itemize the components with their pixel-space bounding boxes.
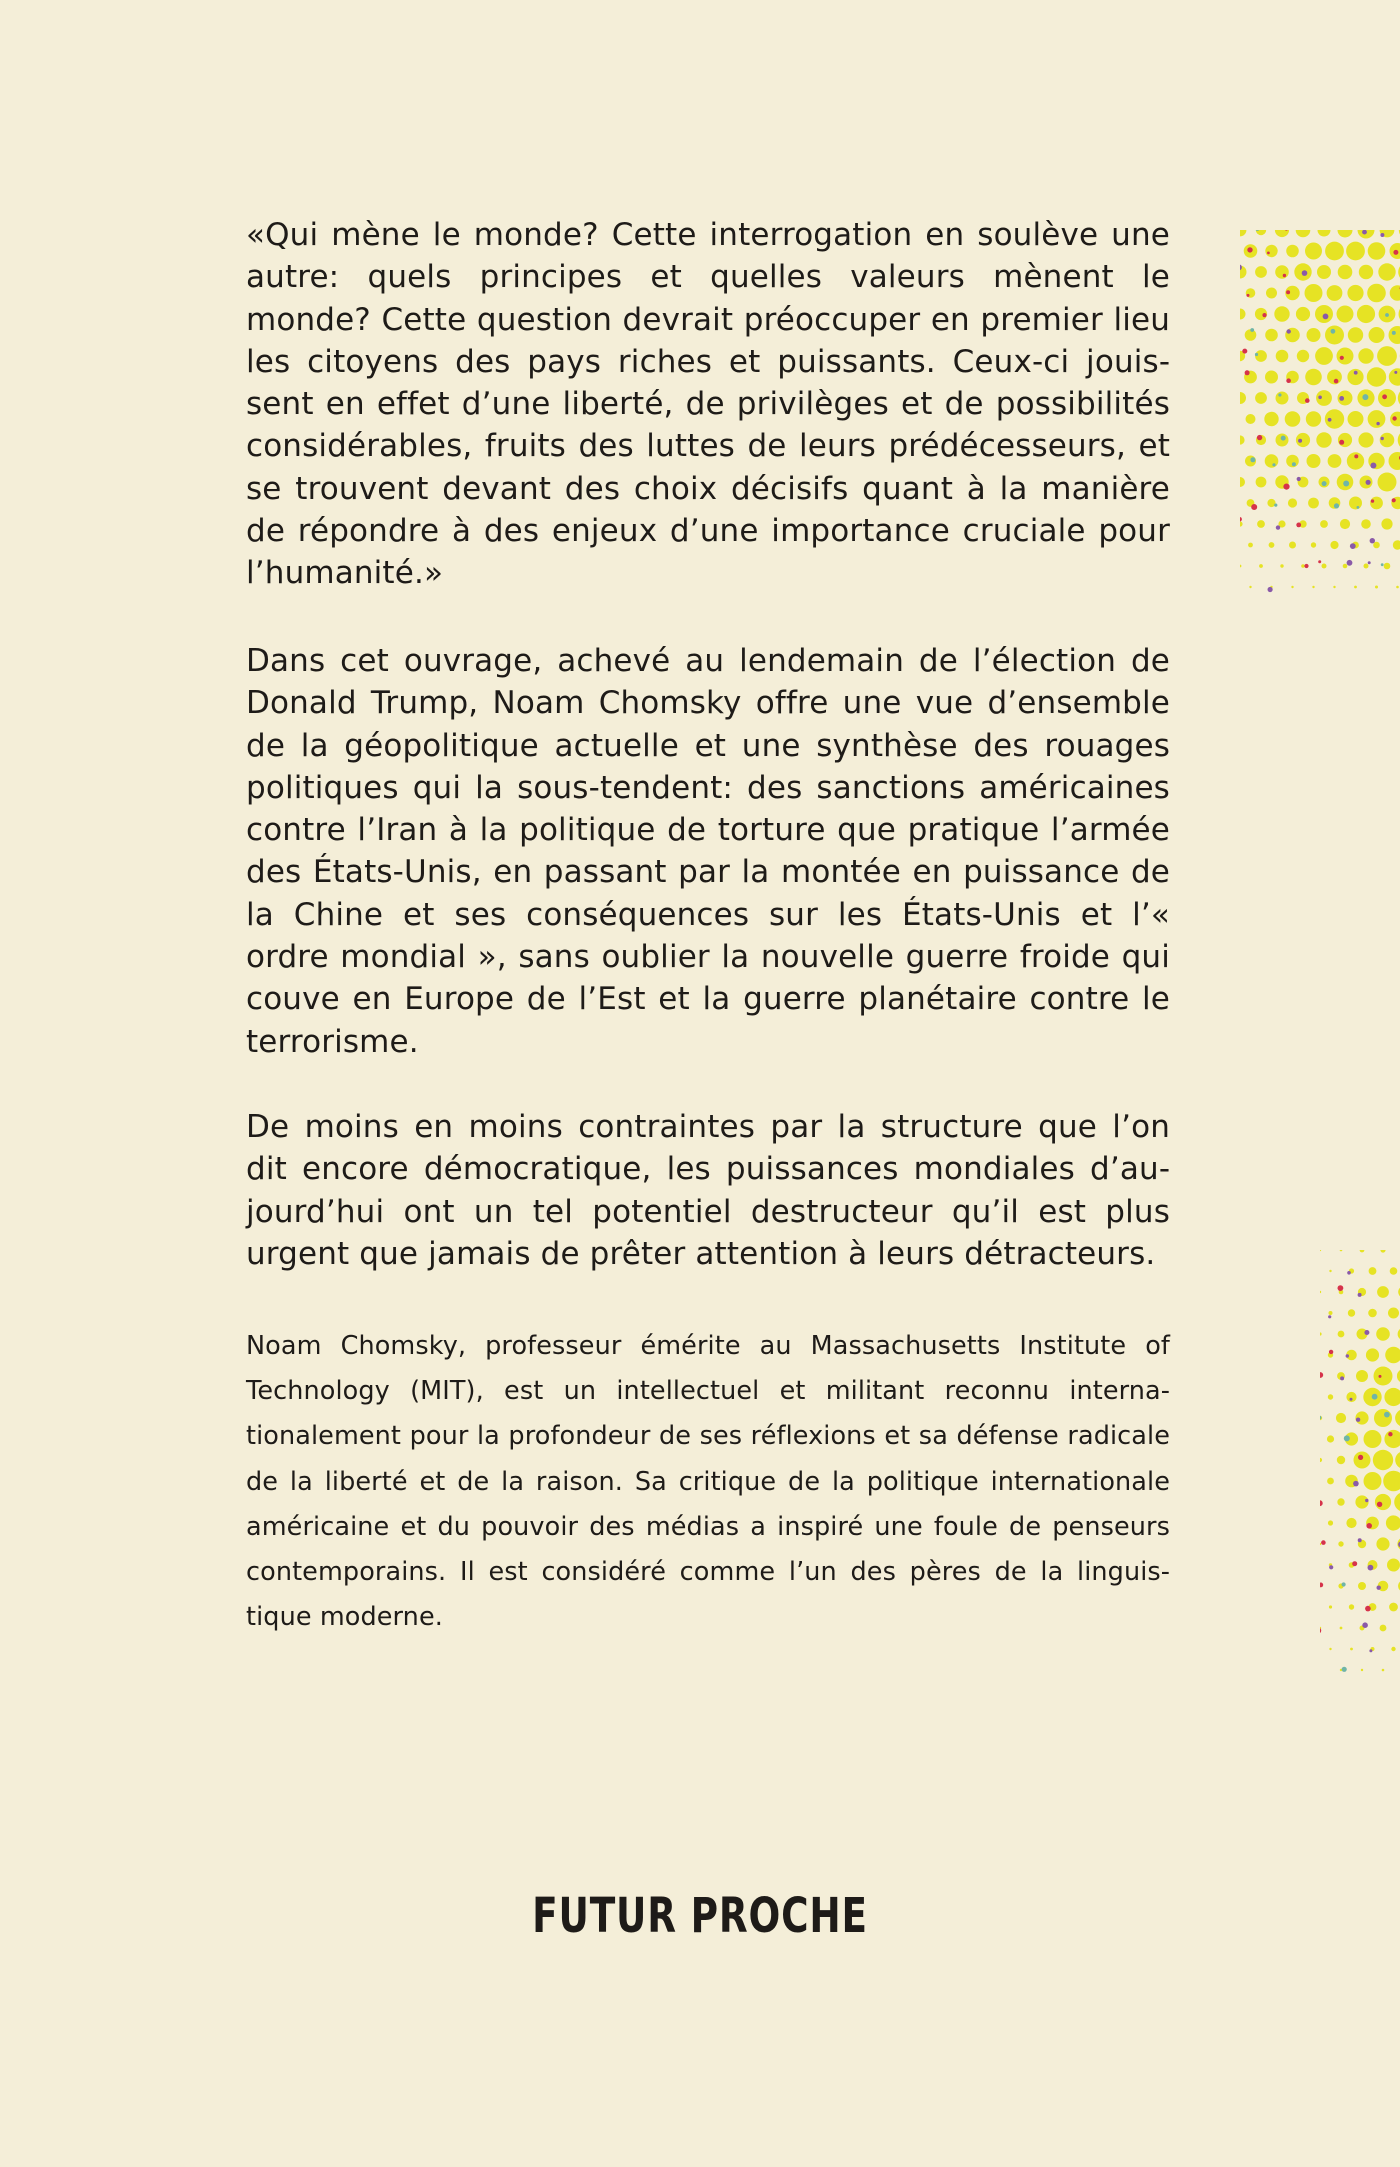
decorative-dot <box>1383 1471 1400 1492</box>
decorative-dot <box>1368 1309 1377 1318</box>
decorative-dot <box>1396 586 1399 589</box>
decorative-dot <box>1395 1409 1400 1427</box>
decorative-dot <box>1296 433 1310 447</box>
decorative-dot <box>1384 563 1391 570</box>
decorative-dot <box>1365 1606 1371 1612</box>
decorative-dot <box>1374 1367 1393 1386</box>
decorative-dot <box>1360 1250 1365 1252</box>
decorative-dot <box>1372 1394 1378 1400</box>
decorative-dot <box>1320 1500 1323 1506</box>
decorative-dot <box>1348 411 1364 427</box>
decorative-dot <box>1318 560 1321 563</box>
decorative-dot <box>1370 463 1376 469</box>
decorative-dot <box>1376 1327 1390 1341</box>
decorative-dot <box>1257 435 1262 440</box>
decorative-dot <box>1307 454 1321 468</box>
decorative-dot <box>1286 245 1299 258</box>
decorative-dot <box>1317 265 1331 279</box>
decorative-dot <box>1250 328 1254 332</box>
decorative-dot <box>1339 440 1344 445</box>
decorative-dot <box>1305 398 1310 403</box>
decorative-dot <box>1255 392 1267 404</box>
decorative-dot <box>1357 506 1360 509</box>
decorative-dot <box>1322 481 1327 486</box>
decorative-dot <box>1392 331 1396 335</box>
decorative-dot <box>1361 1669 1363 1671</box>
opening-quote: «Qui mène le monde? Cette interrogation en soulève une autre: quels principes et quelles valeurs mènent le monde? Cette question devrait préoccuper en premier lieu les citoyens des pays riches et puissants. Ceux-ci jouissent en effet d’une liberté, de privilèges et de possibilités considérables, fruits des luttes de leurs prédécesseurs, et se trouvent devant des choix décisifs quant à la manière de répondre à des enjeux d’une importance cruciale pour l’humanité.» <box>246 217 1170 592</box>
decorative-dot <box>1380 233 1384 237</box>
collection-logo: FUTUR PROCHE <box>532 1888 868 1944</box>
decorative-dot <box>1347 285 1363 301</box>
decorative-dot <box>1358 1538 1362 1542</box>
decorative-dot <box>1374 1409 1392 1427</box>
decorative-dot <box>1329 1605 1332 1608</box>
decorative-dot <box>1275 265 1289 279</box>
decorative-dot <box>1327 1435 1334 1442</box>
decorative-dot <box>1292 462 1296 466</box>
decorative-dot <box>1388 1308 1399 1319</box>
decorative-dot <box>1265 454 1279 468</box>
decorative-dot <box>1364 1430 1382 1448</box>
decorative-dot <box>1328 418 1332 422</box>
decorative-dot <box>1381 437 1384 440</box>
decorative-dot <box>1358 1455 1363 1460</box>
decorative-dot <box>1274 306 1289 321</box>
decorative-dot <box>1381 563 1384 566</box>
decorative-dot <box>1342 1667 1347 1672</box>
decorative-dot <box>1320 1372 1323 1378</box>
decorative-dot <box>1358 348 1373 363</box>
decorative-dot <box>1340 1627 1343 1630</box>
decorative-dot <box>1367 284 1386 303</box>
decorative-dot <box>1384 1412 1390 1418</box>
decorative-dot <box>1304 564 1308 568</box>
decorative-dot <box>1337 1456 1345 1464</box>
decorative-dot <box>1315 347 1333 365</box>
decorative-dot <box>1373 542 1380 549</box>
decorative-dot <box>1255 266 1267 278</box>
decorative-dot <box>1381 518 1392 529</box>
decorative-dot <box>1264 412 1278 426</box>
decorative-dot <box>1257 520 1265 528</box>
decorative-dot <box>1320 1543 1321 1545</box>
decorative-dot <box>1369 327 1385 343</box>
decorative-dot <box>1265 371 1278 384</box>
decorative-dot <box>1276 392 1289 405</box>
decorative-dot <box>1394 1492 1400 1512</box>
decorative-dot <box>1329 1648 1331 1650</box>
decorative-dot <box>1265 329 1278 342</box>
decorative-dot <box>1320 1291 1321 1293</box>
decorative-dot <box>1291 586 1293 588</box>
decorative-dot <box>1367 367 1386 386</box>
decorative-dot <box>1368 410 1386 428</box>
decorative-dot <box>1281 436 1286 441</box>
decorative-dot <box>1256 477 1267 488</box>
decorative-dot <box>1305 243 1322 260</box>
decorative-dot <box>1377 1502 1382 1507</box>
decorative-dot <box>1380 1250 1385 1253</box>
decorative-dot <box>1311 542 1316 547</box>
decorative-dot <box>1301 564 1305 568</box>
decorative-dot <box>1287 329 1291 333</box>
decorative-dot <box>1373 1450 1393 1470</box>
decorative-dot <box>1347 560 1353 566</box>
decorative-dot <box>1348 327 1363 342</box>
decorative-dot <box>1245 370 1250 375</box>
decorative-dot <box>1386 1515 1400 1530</box>
decorative-dot <box>1320 1458 1322 1462</box>
decorative-dot <box>1302 270 1308 276</box>
decorative-dot <box>1377 1586 1381 1590</box>
decorative-dot <box>1344 1435 1350 1441</box>
decorative-dot <box>1247 294 1250 297</box>
decorative-dot <box>1250 457 1255 462</box>
decorative-dot <box>1358 432 1373 447</box>
decorative-dot <box>1389 326 1400 344</box>
decorative-dot <box>1340 1250 1343 1251</box>
decorative-dot <box>1251 504 1257 510</box>
decorative-dot <box>1350 1398 1353 1401</box>
decorative-dot <box>1340 1376 1344 1380</box>
decorative-dot <box>1377 1286 1389 1298</box>
decorative-dot <box>1371 499 1374 502</box>
dot-pattern-graphic <box>1240 230 1400 610</box>
decorative-dot <box>1276 525 1280 529</box>
decorative-dot <box>1336 1413 1346 1423</box>
decorative-dot <box>1375 586 1378 589</box>
decorative-dot <box>1321 1540 1326 1545</box>
decorative-dot <box>1392 498 1396 502</box>
decorative-dot <box>1368 1565 1374 1571</box>
decorative-dot <box>1272 463 1275 466</box>
decorative-dot <box>1389 368 1400 385</box>
decorative-dot <box>1388 1432 1392 1436</box>
decorative-dot <box>1389 452 1400 470</box>
decorative-dot <box>1329 1565 1333 1569</box>
decorative-dot <box>1370 538 1375 543</box>
decorative-dot <box>1320 1250 1321 1251</box>
decorative-dot <box>1365 1499 1368 1502</box>
decorative-dot <box>1320 1332 1322 1335</box>
decorative-dot <box>1318 230 1331 237</box>
decorative-dot <box>1370 497 1383 510</box>
decorative-dot <box>1283 274 1286 277</box>
decorative-dot <box>1347 1271 1351 1275</box>
decorative-dot <box>1275 230 1289 237</box>
decorative-dot <box>1393 250 1398 255</box>
decorative-dot <box>1296 307 1310 321</box>
decorative-dot <box>1329 1311 1333 1315</box>
decorative-dot <box>1328 1315 1331 1318</box>
decorative-dot <box>1389 1603 1398 1612</box>
decorative-dot <box>1334 503 1339 508</box>
decorative-dot <box>1346 242 1365 261</box>
decorative-dot <box>1349 1604 1354 1609</box>
decorative-dot <box>1249 586 1251 588</box>
decorative-dot <box>1333 586 1335 588</box>
decorative-dot <box>1278 393 1281 396</box>
decorative-dot <box>1331 329 1336 334</box>
decorative-dot <box>1354 586 1357 589</box>
decorative-dot <box>1265 245 1277 257</box>
decorative-dot <box>1246 414 1256 424</box>
decorative-dot <box>1328 1394 1333 1399</box>
decorative-dot <box>1343 481 1349 487</box>
decorative-dot <box>1338 265 1353 280</box>
decorative-dot <box>1364 1330 1369 1335</box>
decorative-dot <box>1328 454 1342 468</box>
decorative-dot <box>1350 543 1356 549</box>
book-summary: Dans cet ouvrage, achevé au lendemain de l’élection de Donald Trump, Noam Chomsky offre une vue d’ensemble de la géopolitique actuelle et une synthèse des rouages politiques qui la sous-tendent: des sanctions américaines contre l’Iran à la politique de torture que pratique l’armée des États-Unis, en passant par la montée en puissance de la Chine et ses conséquences sur les États-Unis et l’« ordre mondial », sans oublier la nouvelle guerre froide qui couve en Europe de l’Est et la guerre planétaire contre le terrorisme. <box>246 643 1170 1060</box>
decorative-dot <box>1266 288 1277 299</box>
decorative-dot <box>1366 1348 1379 1361</box>
decorative-dot <box>1280 564 1283 567</box>
decorative-dot <box>1297 477 1301 481</box>
decorative-dot <box>1346 1354 1349 1357</box>
decorative-dot <box>1337 1498 1344 1505</box>
decorative-dot <box>1358 1582 1366 1590</box>
decorative-dot <box>1340 519 1350 529</box>
decorative-dot <box>1387 1559 1400 1572</box>
decorative-dot <box>1286 378 1291 383</box>
decorative-dot <box>1316 432 1331 447</box>
decorative-dot <box>1276 350 1289 363</box>
decorative-dot <box>1248 543 1253 548</box>
decorative-dot <box>1361 519 1371 529</box>
decorative-dot <box>1395 1451 1400 1469</box>
decorative-dot <box>1346 1518 1356 1528</box>
decorative-dot <box>1352 1561 1357 1566</box>
decorative-dot <box>1268 587 1273 592</box>
decorative-dot <box>1325 242 1344 261</box>
decorative-dot <box>1334 379 1339 384</box>
decorative-dot <box>1259 564 1263 568</box>
decorative-dot <box>1262 313 1266 317</box>
decorative-dot <box>1348 1309 1355 1316</box>
decorative-dot <box>1362 394 1368 400</box>
decorative-dot <box>1358 1293 1362 1297</box>
dot-pattern-graphic <box>1320 1250 1400 1700</box>
decorative-dot <box>1385 1347 1400 1364</box>
decorative-dot <box>1329 1350 1333 1354</box>
decorative-dot <box>1338 1331 1345 1338</box>
decorative-dot <box>1297 350 1309 362</box>
decorative-dot <box>1342 1582 1346 1586</box>
decorative-dot <box>1286 290 1290 294</box>
decorative-dot <box>1368 561 1371 564</box>
decorative-dot <box>1308 498 1319 509</box>
decorative-dot <box>1391 1647 1395 1651</box>
decorative-dot <box>1330 541 1338 549</box>
decorative-dot <box>1338 433 1352 447</box>
decorative-dot <box>1267 252 1270 255</box>
decorative-dot <box>1320 520 1328 528</box>
decorative-dot <box>1340 356 1344 360</box>
decorative-dot <box>1379 1375 1382 1378</box>
decorative-dot <box>1369 1267 1377 1275</box>
decorative-dot <box>1274 504 1277 507</box>
decorative-dot <box>1323 314 1329 320</box>
decorative-dot <box>1318 396 1322 400</box>
decorative-dot <box>1329 1270 1331 1272</box>
decorative-dot <box>1380 1625 1387 1632</box>
decorative-dot <box>1378 263 1395 280</box>
decorative-dot <box>1307 328 1321 342</box>
decorative-dot <box>1382 1669 1385 1672</box>
decorative-dot <box>1366 1523 1372 1529</box>
decorative-dot <box>1240 521 1243 526</box>
decorative-dot <box>1255 353 1258 356</box>
decorative-dot <box>1339 396 1344 401</box>
decorative-dot <box>1354 1452 1371 1469</box>
decorative-dot <box>1289 542 1296 549</box>
decorative-dot <box>1267 499 1275 507</box>
decorative-dot <box>1376 1537 1389 1550</box>
author-biography: Noam Chomsky, professeur émérite au Massachusetts Institute of Technology (MIT), est un intellectuel et militant reconnu internationalement pour la profondeur de ses réflexions et sa défense radicale de la liberté et de la raison. Sa critique de la politique internationale américaine et du pouvoir des médias a inspiré une foule de penseurs contemporains. Il est considéré comme l’un des pères de la linguistique moderne. <box>246 1331 1170 1633</box>
decorative-dot <box>1269 542 1275 548</box>
decorative-dot <box>1325 326 1344 345</box>
decorative-dot <box>1338 230 1353 238</box>
decorative-dot <box>1393 540 1400 549</box>
decorative-dot <box>1337 348 1354 365</box>
decorative-dot <box>1242 349 1247 354</box>
decorative-dot <box>1357 305 1375 323</box>
decorative-dot <box>1283 484 1289 490</box>
decorative-dot <box>1349 497 1362 510</box>
decorative-dot <box>1390 1267 1398 1275</box>
decorative-dot <box>1364 1472 1382 1490</box>
decorative-dot <box>1328 1520 1333 1525</box>
decorative-dot-pattern-top <box>1240 230 1400 610</box>
decorative-dot-pattern-bottom <box>1320 1250 1400 1700</box>
decorative-dot <box>1384 1430 1400 1448</box>
decorative-dot <box>1240 517 1242 522</box>
decorative-dot <box>1298 439 1302 443</box>
decorative-dot <box>1394 371 1397 374</box>
decorative-dot <box>1356 1418 1360 1422</box>
decorative-dot <box>1392 416 1396 420</box>
decorative-dot <box>1240 435 1245 444</box>
decorative-dot <box>1240 477 1245 487</box>
decorative-dot <box>1385 313 1389 317</box>
decorative-dot <box>1368 242 1386 260</box>
decorative-dot <box>1337 306 1354 323</box>
decorative-dot <box>1378 473 1397 492</box>
decorative-dot <box>1354 371 1358 375</box>
decorative-dot <box>1354 454 1358 458</box>
decorative-dot <box>1320 1583 1323 1588</box>
decorative-dot <box>1285 411 1301 427</box>
decorative-dot <box>1366 480 1371 485</box>
book-conclusion: De moins en moins contraintes par la structure que l’on dit encore démocratique, les puissances mondiales d’aujourd’hui ont un tel potentiel destructeur qu’il est plus urgent que jamais de prêter attention à leurs détracteurs. <box>246 1109 1170 1272</box>
decorative-dot <box>1240 309 1246 320</box>
decorative-dot <box>1384 1388 1400 1406</box>
decorative-dot <box>1296 523 1301 528</box>
decorative-dot <box>1312 586 1314 588</box>
decorative-dot <box>1240 392 1246 404</box>
decorative-dot <box>1296 230 1311 237</box>
decorative-dot <box>1305 369 1322 386</box>
decorative-dot <box>1377 346 1397 366</box>
decorative-dot <box>1359 265 1373 279</box>
decorative-dot <box>1353 1481 1359 1487</box>
decorative-dot <box>1375 1494 1391 1510</box>
decorative-dot <box>1362 1622 1368 1628</box>
decorative-dot <box>1338 1541 1343 1546</box>
decorative-dot <box>1327 1478 1334 1485</box>
decorative-dot <box>1364 564 1369 569</box>
decorative-dot <box>1382 394 1387 399</box>
decorative-dot <box>1369 1649 1372 1652</box>
decorative-dot <box>1306 411 1321 426</box>
decorative-dot <box>1240 230 1246 236</box>
decorative-dot <box>1325 409 1344 428</box>
decorative-dot <box>1390 285 1400 301</box>
decorative-dot <box>1376 422 1379 425</box>
decorative-dot <box>1245 329 1257 341</box>
decorative-dot <box>1327 285 1343 301</box>
decorative-dot <box>1350 1648 1353 1651</box>
decorative-dot <box>1288 498 1297 507</box>
decorative-dot <box>1356 1370 1368 1382</box>
decorative-dot <box>1305 284 1323 302</box>
decorative-dot <box>1247 247 1252 252</box>
decorative-dot <box>1240 565 1241 568</box>
decorative-dot <box>1378 389 1396 407</box>
decorative-dot <box>1343 564 1348 569</box>
decorative-dot <box>1338 1285 1344 1291</box>
decorative-dot <box>1322 564 1327 569</box>
